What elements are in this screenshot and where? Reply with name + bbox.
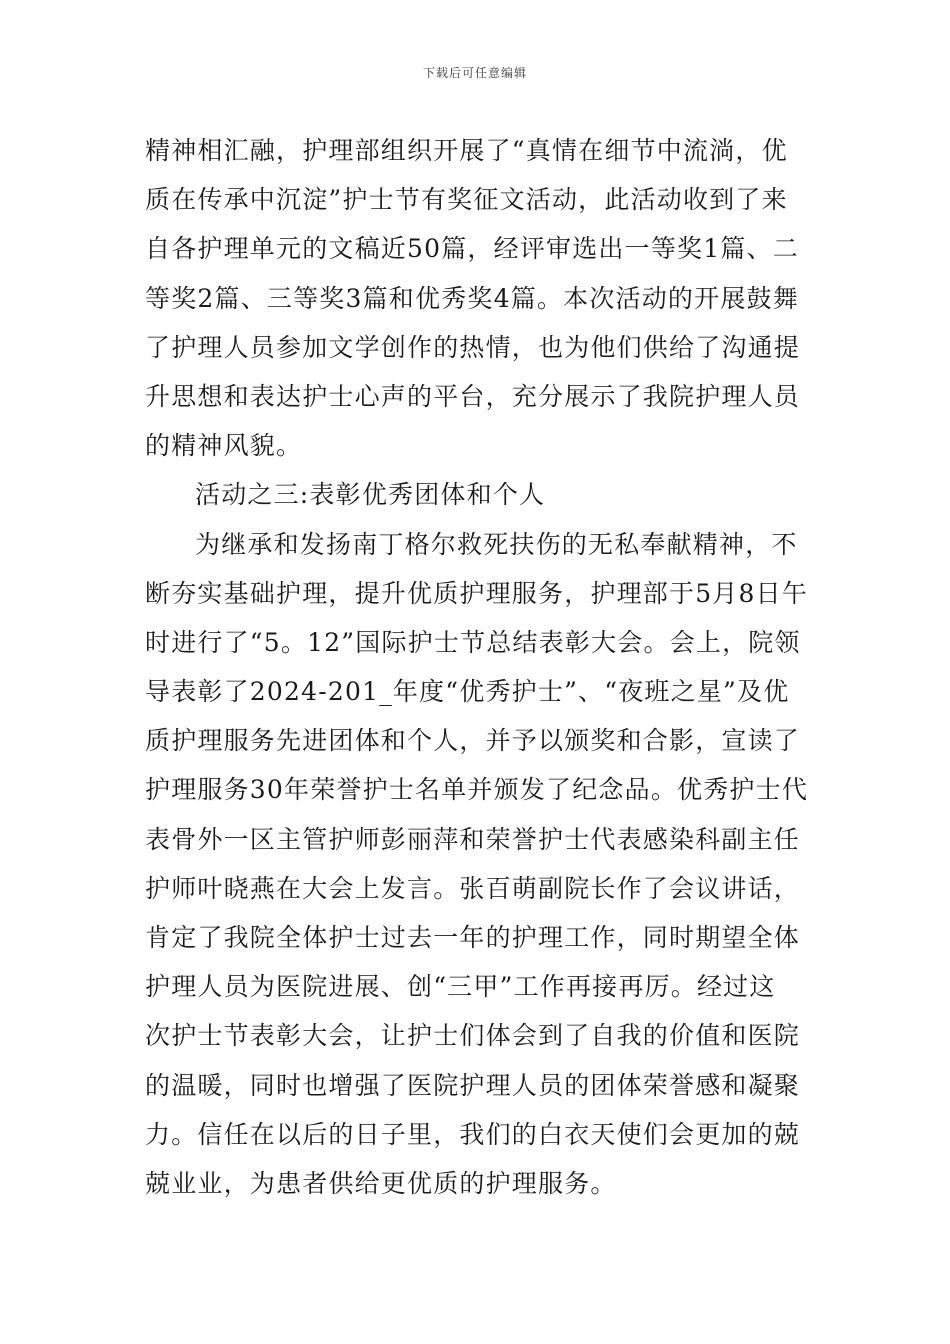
paragraph-line: 自各护理单元的文稿近50篇，经评审选出一等奖1篇、二 (145, 234, 799, 264)
paragraph-line: 护理人员为医院进展、创“三甲”工作再接再厉。经过这 (145, 972, 776, 1002)
paragraph-line: 断夯实基础护理，提升优质护理服务，护理部于5月8日午 (145, 578, 809, 608)
paragraph-line: 了护理人员参加文学创作的热情，也为他们供给了沟通提 (145, 332, 801, 362)
paragraph-line: 时进行了“5。12”国际护士节总结表彰大会。会上，院领 (145, 627, 801, 657)
paragraph-line: 护理服务30年荣誉护士名单并颁发了纪念品。优秀护士代 (145, 775, 809, 805)
paragraph-line: 质在传承中沉淀”护士节有奖征文活动，此活动收到了来 (145, 185, 788, 215)
paragraph-line: 质护理服务先进团体和个人，并予以颁奖和合影，宣读了 (145, 726, 801, 756)
page-header-note: 下载后可任意编辑 (422, 66, 527, 80)
section-heading: 活动之三:表彰优秀团体和个人 (195, 480, 546, 510)
paragraph-line: 护师叶晓燕在大会上发言。张百萌副院长作了会议讲话， (145, 873, 801, 903)
paragraph-line: 力。信任在以后的日子里，我们的白衣天使们会更加的兢 (145, 1119, 801, 1149)
paragraph-line: 表骨外一区主管护师彭丽萍和荣誉护士代表感染科副主任 (145, 824, 801, 854)
paragraph-line: 兢业业，为患者供给更优质的护理服务。 (145, 1168, 617, 1198)
paragraph-line: 肯定了我院全体护士过去一年的护理工作，同时期望全体 (145, 923, 801, 952)
paragraph-line: 的精神风貌。 (145, 431, 303, 461)
paragraph-line: 导表彰了2024-201_年度“优秀护士”、“夜班之星”及优 (145, 677, 790, 707)
document-body (145, 126, 810, 1208)
paragraph-line: 为继承和发扬南丁格尔救死扶伤的无私奉献精神，不 (195, 529, 798, 559)
paragraph-line: 升思想和表达护士心声的平台，充分展示了我院护理人员 (145, 381, 801, 411)
paragraph-line: 的温暖，同时也增强了医院护理人员的团体荣誉感和凝聚 (145, 1070, 801, 1100)
paragraph-line: 次护士节表彰大会，让护士们体会到了自我的价值和医院 (145, 1021, 801, 1051)
paragraph-line: 等奖2篇、三等奖3篇和优秀奖4篇。本次活动的开展鼓舞 (145, 283, 799, 313)
paragraph-line: 精神相汇融，护理部组织开展了“真情在细节中流淌，优 (145, 136, 788, 165)
